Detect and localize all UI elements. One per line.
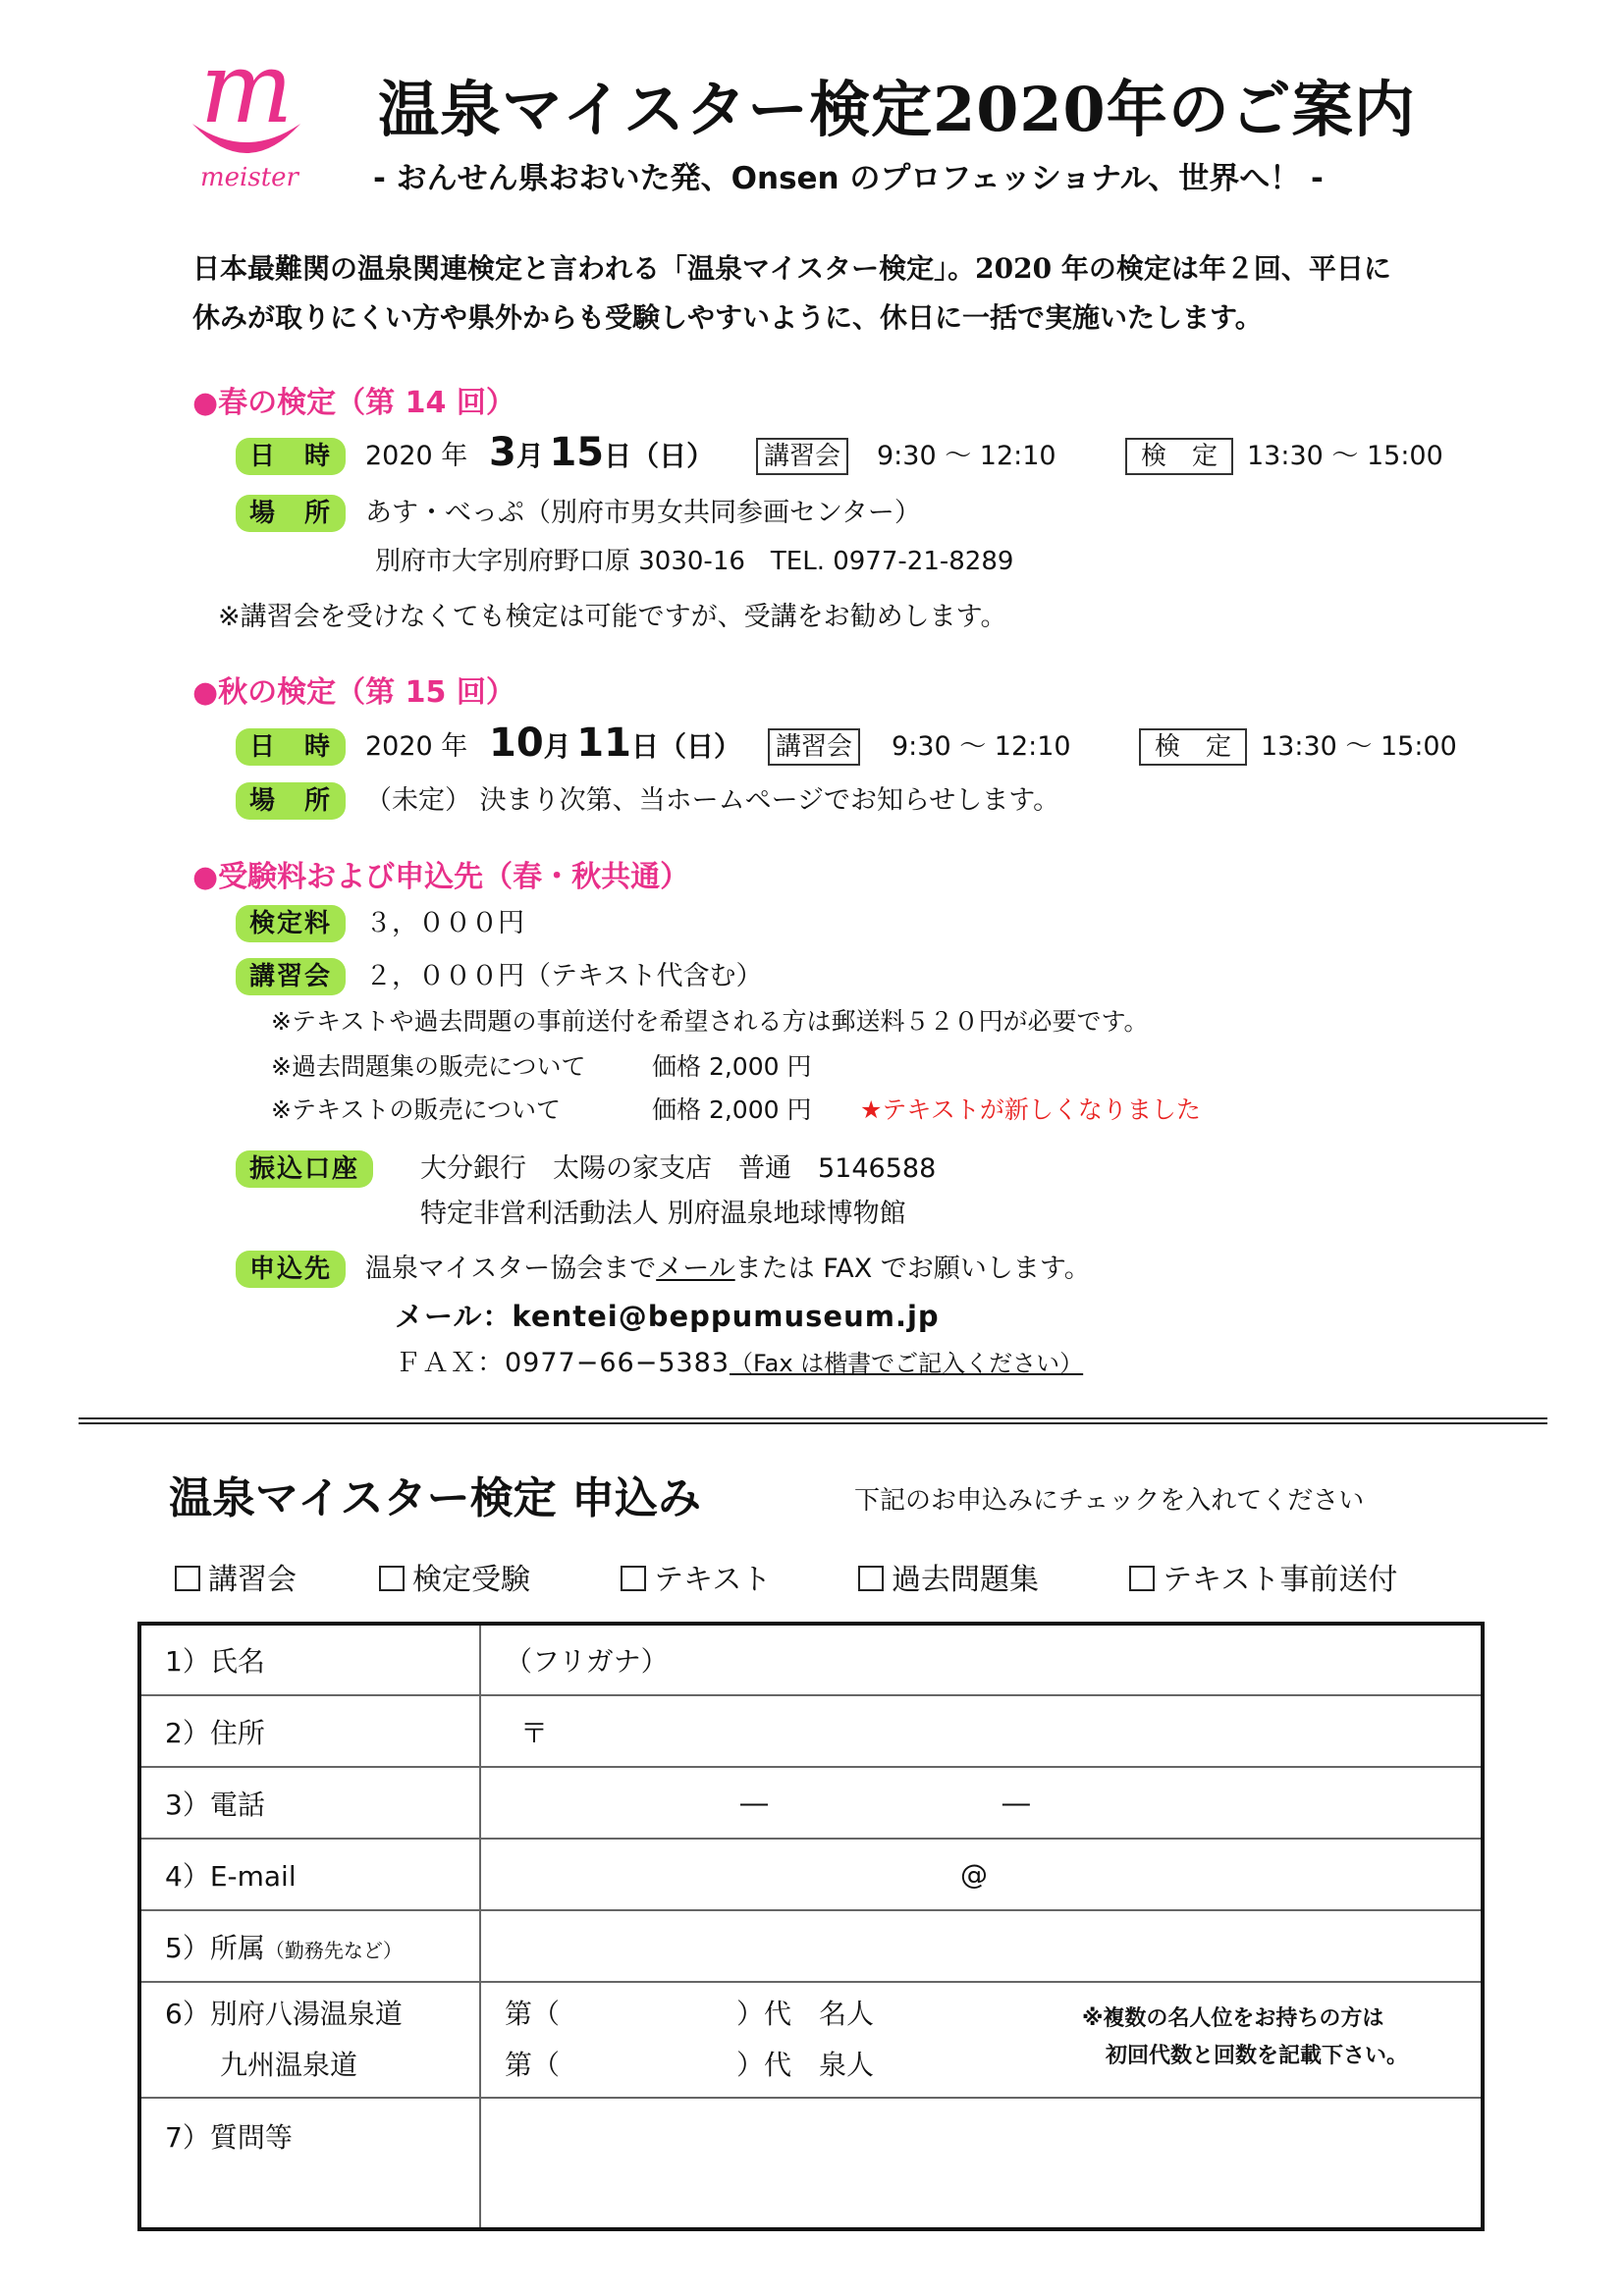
form-instruction: 下記のお申込みにチェックを入れてください bbox=[854, 1486, 1365, 1516]
spring-lecture-label: 講習会 bbox=[756, 438, 848, 475]
phone-dash-1: ― bbox=[740, 1787, 768, 1819]
apply-text-after: または FAX でお願いします。 bbox=[734, 1254, 1091, 1284]
autumn-lecture-time: 9:30 ～ 12:10 bbox=[892, 731, 1071, 762]
logo-text: meister bbox=[200, 163, 298, 192]
phone-label: 3）電話 bbox=[139, 1767, 480, 1839]
apply-text-before: 温泉マイスター協会まで bbox=[365, 1254, 657, 1284]
apply-fax bbox=[395, 1345, 1083, 1382]
account-line-2: 特定非営利活動法人 別府温泉地球博物館 bbox=[420, 1199, 906, 1229]
apply-mail-link[interactable]: メール bbox=[656, 1254, 735, 1284]
checkbox-label: テキスト事前送付 bbox=[1163, 1563, 1398, 1597]
postal-mark: 〒 bbox=[520, 1716, 549, 1749]
checkbox-box[interactable] bbox=[1129, 1566, 1155, 1591]
rank-line-1-prefix: 第（ bbox=[505, 1998, 561, 2030]
spring-day: 15 bbox=[549, 430, 605, 475]
new-text-notice: ★テキストが新しくなりました bbox=[860, 1095, 1201, 1124]
spring-lecture-time: 9:30 ～ 12:10 bbox=[877, 441, 1056, 471]
address-label: 2）住所 bbox=[139, 1695, 480, 1767]
spring-day-unit: 日（日） bbox=[604, 440, 715, 472]
row-questions bbox=[139, 2098, 1483, 2229]
spring-datetime-label: 日 時 bbox=[236, 438, 346, 475]
autumn-month-unit: 月 bbox=[543, 730, 571, 763]
application-table bbox=[137, 1622, 1485, 2231]
form-title: 温泉マイスター検定 申込み bbox=[169, 1473, 701, 1523]
rank-line-2-suffix: ）代 泉人 bbox=[736, 2049, 875, 2081]
fee-note-3-price: 価格 2,000 円 bbox=[652, 1095, 812, 1124]
checkbox-lecture[interactable] bbox=[175, 1555, 297, 1598]
phone-field[interactable] bbox=[480, 1767, 1483, 1839]
account-label: 振込口座 bbox=[236, 1150, 373, 1188]
section-divider bbox=[79, 1417, 1547, 1424]
checkbox-box[interactable] bbox=[175, 1566, 200, 1591]
checkbox-label: 過去問題集 bbox=[892, 1563, 1039, 1597]
affiliation-label: 5）所属 bbox=[165, 1931, 265, 1964]
checkbox-label: テキスト bbox=[654, 1563, 772, 1597]
lecture-fee-label: 講習会 bbox=[236, 958, 346, 995]
svg-text:m: m bbox=[199, 35, 294, 145]
spring-place-name: あす・べっぷ（別府市男女共同参画センター） bbox=[365, 498, 921, 528]
row-affiliation bbox=[139, 1910, 1483, 1982]
checkbox-label: 検定受験 bbox=[412, 1563, 530, 1597]
phone-dash-2: ― bbox=[1001, 1787, 1030, 1819]
row-phone bbox=[139, 1767, 1483, 1839]
meister-logo bbox=[183, 35, 310, 197]
email-label: 4）E-mail bbox=[139, 1839, 480, 1910]
autumn-datetime-label: 日 時 bbox=[236, 728, 346, 766]
exam-fee-label: 検定料 bbox=[236, 905, 346, 942]
lecture-fee-value: ２，０００円（テキスト代含む） bbox=[365, 961, 763, 991]
apply-fax-note: （Fax は楷書でご記入ください） bbox=[730, 1350, 1084, 1377]
questions-label: 7）質問等 bbox=[139, 2098, 480, 2229]
apply-text bbox=[365, 1251, 1091, 1288]
name-label: 1）氏名 bbox=[139, 1624, 480, 1695]
autumn-date bbox=[489, 721, 741, 766]
checkbox-text-advance-shipping[interactable] bbox=[1129, 1555, 1397, 1598]
autumn-day-unit: 日（日） bbox=[630, 730, 741, 763]
intro-line-2: 休みが取りにくい方や県外からも受験しやすいように、休日に一括で実施いたします。 bbox=[192, 301, 1263, 334]
autumn-month: 10 bbox=[489, 721, 544, 766]
spring-month: 3 bbox=[489, 430, 516, 475]
checkbox-box[interactable] bbox=[379, 1566, 405, 1591]
rank-note-1: ※複数の名人位をお持ちの方は bbox=[1082, 2006, 1384, 2031]
onsen-rank-label-1: 6）別府八湯温泉道 bbox=[165, 1998, 403, 2030]
affiliation-label-cell bbox=[139, 1910, 480, 1982]
checkbox-box[interactable] bbox=[858, 1566, 884, 1591]
email-at: @ bbox=[960, 1858, 988, 1891]
account-line-1: 大分銀行 太陽の家支店 普通 5146588 bbox=[420, 1153, 937, 1184]
row-email bbox=[139, 1839, 1483, 1910]
spring-place-label: 場 所 bbox=[236, 495, 346, 532]
autumn-exam-time: 13:30 ～ 15:00 bbox=[1261, 731, 1457, 762]
spring-place-address: 別府市大字別府野口原 3030-16 TEL. 0977-21-8289 bbox=[375, 547, 1014, 576]
apply-fax-number: ＦＡＸ：0977−66−5383 bbox=[395, 1348, 731, 1378]
autumn-place-text: （未定） 決まり次第、当ホームページでお知らせします。 bbox=[365, 785, 1060, 816]
apply-label: 申込先 bbox=[236, 1251, 346, 1288]
spring-exam-label: 検 定 bbox=[1125, 438, 1233, 475]
row-address bbox=[139, 1695, 1483, 1767]
spring-heading: ●春の検定（第 14 回） bbox=[192, 386, 515, 420]
spring-month-unit: 月 bbox=[515, 440, 544, 472]
page-subtitle: - おんせん県おおいた発、Onsen のプロフェッショナル、世界へ！ - bbox=[373, 161, 1324, 196]
affiliation-sublabel: （勤務先など） bbox=[264, 1938, 403, 1962]
spring-year: 2020 年 bbox=[365, 441, 468, 471]
apply-email[interactable]: メール：kentei@beppumuseum.jp bbox=[395, 1300, 940, 1333]
autumn-exam-label: 検 定 bbox=[1139, 728, 1247, 766]
spring-exam-time: 13:30 ～ 15:00 bbox=[1247, 441, 1443, 471]
fee-note-2-price: 価格 2,000 円 bbox=[652, 1052, 812, 1081]
affiliation-field[interactable] bbox=[480, 1910, 1483, 1982]
fee-note-3: ※テキストの販売について bbox=[271, 1095, 561, 1124]
intro-line-1: 日本最難関の温泉関連検定と言われる「温泉マイスター検定」。2020 年の検定は年２回、平日に bbox=[192, 252, 1391, 285]
row-name bbox=[139, 1624, 1483, 1695]
spring-note: ※講習会を受けなくても検定は可能ですが、受講をお勧めします。 bbox=[218, 602, 1007, 632]
onsen-rank-label-2: 九州温泉道 bbox=[220, 2049, 358, 2081]
autumn-year: 2020 年 bbox=[365, 731, 468, 762]
name-furigana: （フリガナ） bbox=[505, 1645, 669, 1678]
onsen-rank-label-cell bbox=[139, 1982, 480, 2098]
autumn-place-label: 場 所 bbox=[236, 782, 346, 820]
fees-heading: ●受験料および申込先（春・秋共通） bbox=[192, 860, 690, 894]
autumn-heading: ●秋の検定（第 15 回） bbox=[192, 675, 515, 710]
rank-line-1-suffix: ）代 名人 bbox=[736, 1998, 875, 2030]
autumn-lecture-label: 講習会 bbox=[768, 728, 860, 766]
rank-note-2: 初回代数と回数を記載下さい。 bbox=[1106, 2044, 1409, 2068]
address-field[interactable] bbox=[480, 1695, 1483, 1767]
fee-note-2: ※過去問題集の販売について bbox=[271, 1052, 586, 1081]
checkbox-exam[interactable] bbox=[379, 1555, 530, 1598]
rank-line-2-prefix: 第（ bbox=[505, 2049, 561, 2081]
checkbox-label: 講習会 bbox=[208, 1563, 297, 1597]
autumn-day: 11 bbox=[576, 721, 631, 766]
fee-note-1: ※テキストや過去問題の事前送付を希望される方は郵送料５２０円が必要です。 bbox=[271, 1007, 1149, 1036]
rank-note bbox=[1082, 2001, 1408, 2075]
page-title: 温泉マイスター検定2020年のご案内 bbox=[378, 74, 1416, 145]
email-field[interactable] bbox=[480, 1839, 1483, 1910]
checkbox-text[interactable] bbox=[621, 1555, 771, 1598]
name-field[interactable] bbox=[480, 1624, 1483, 1695]
questions-field[interactable] bbox=[480, 2098, 1483, 2229]
onsen-rank-field[interactable] bbox=[480, 1982, 1483, 2098]
spring-date bbox=[489, 430, 714, 475]
checkbox-box[interactable] bbox=[621, 1566, 646, 1591]
row-onsen-rank bbox=[139, 1982, 1483, 2098]
checkbox-past-exams[interactable] bbox=[858, 1555, 1039, 1598]
exam-fee-value: ３，０００円 bbox=[365, 908, 524, 938]
